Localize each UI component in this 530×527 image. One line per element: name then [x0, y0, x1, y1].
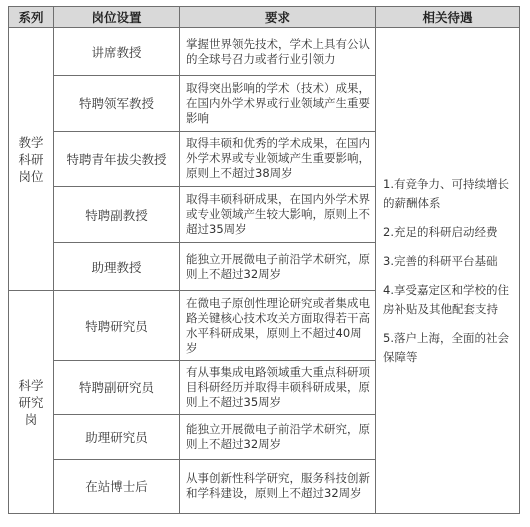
position-cell: 助理研究员	[54, 414, 180, 459]
requirement-cell: 取得丰硕科研成果，在国内外学术界或专业领域产生较大影响，原则上不超过35周岁	[180, 186, 376, 242]
header-requirement: 要求	[180, 7, 376, 28]
position-cell: 讲席教授	[54, 28, 180, 76]
position-cell: 助理教授	[54, 243, 180, 291]
requirement-cell: 取得突出影响的学术（技术）成果，在国内外学术界或行业领域产生重要影响	[180, 76, 376, 131]
position-cell: 特聘青年拔尖教授	[54, 131, 180, 186]
table-row	[9, 28, 520, 76]
requirement-cell: 从事创新性科学研究，服务科技创新和学科建设，原则上不超过32周岁	[180, 459, 376, 513]
series-cell-research: 科学研究岗	[9, 291, 54, 514]
requirement-cell: 掌握世界领先技术，学术上具有公认的全球号召力或者行业引领力	[180, 28, 376, 76]
header-position: 岗位设置	[54, 7, 180, 28]
recruitment-table	[8, 6, 520, 514]
header-row	[9, 7, 520, 28]
requirement-cell: 能独立开展微电子前沿学术研究，原则上不超过32周岁	[180, 243, 376, 291]
header-benefits: 相关待遇	[376, 7, 520, 28]
position-cell: 特聘领军教授	[54, 76, 180, 131]
position-cell: 特聘研究员	[54, 291, 180, 361]
requirement-cell: 有从事集成电路领域重大重点科研项目科研经历并取得丰硕科研成果，原则上不超过35周岁	[180, 361, 376, 414]
benefit-item: 2.充足的科研启动经费	[383, 224, 498, 239]
position-cell: 在站博士后	[54, 459, 180, 513]
series-cell-teaching: 教学科研岗位	[9, 28, 54, 291]
requirement-cell: 在微电子原创性理论研究或者集成电路关键核心技术攻关方面取得若干高水平科研成果，原则上不超过40周岁	[180, 291, 376, 361]
position-cell: 特聘副研究员	[54, 361, 180, 414]
benefits-cell	[376, 28, 520, 514]
position-cell: 特聘副教授	[54, 186, 180, 242]
benefit-item: 1.有竞争力、可持续增长的薪酬体系	[383, 176, 509, 210]
requirement-cell: 能独立开展微电子前沿学术研究，原则上不超过32周岁	[180, 414, 376, 459]
header-series: 系列	[9, 7, 54, 28]
benefit-item: 5.落户上海，全面的社会保障等	[383, 330, 509, 364]
benefit-item: 4.享受嘉定区和学校的住房补贴及其他配套支持	[383, 282, 509, 316]
requirement-cell: 取得丰硕和优秀的学术成果，在国内外学术界或专业领域产生重要影响，原则上不超过38周岁	[180, 131, 376, 186]
benefit-item: 3.完善的科研平台基础	[383, 253, 498, 268]
